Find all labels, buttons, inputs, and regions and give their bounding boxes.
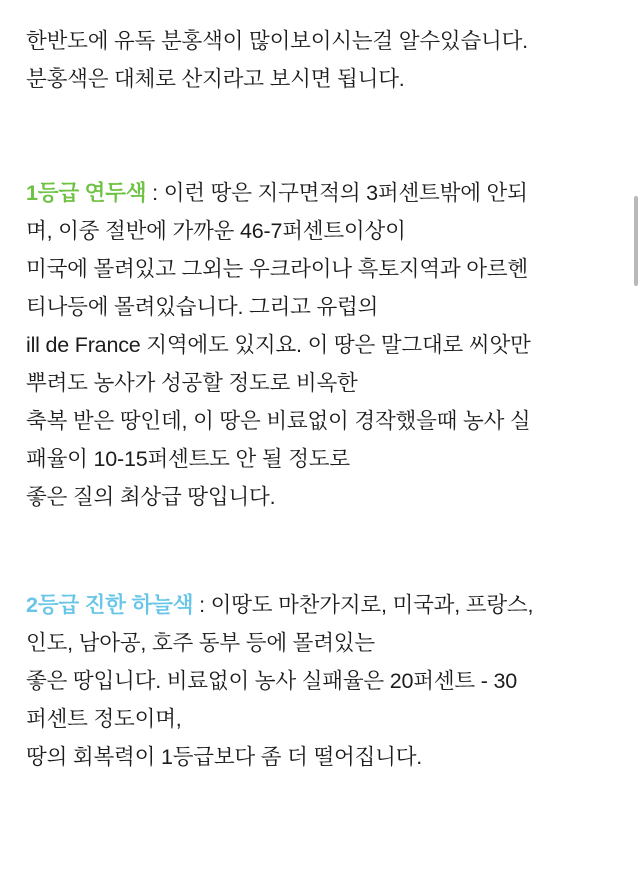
- grade1-line-7: 축복 받은 땅인데, 이 땅은 비료없이 경작했을때 농사 실: [26, 409, 531, 433]
- grade1-line-5: ill de France 지역에도 있지요. 이 땅은 말그대로 씨앗만: [26, 333, 531, 357]
- grade2-paragraph: [26, 586, 608, 776]
- grade1-line-3: 미국에 몰려있고 그외는 우크라이나 흑토지역과 아르헨: [26, 257, 528, 281]
- grade1-label: 1등급 연두색: [26, 181, 147, 205]
- grade1-paragraph: [26, 174, 608, 516]
- grade1-line-8: 패율이 10-15퍼센트도 안 될 정도로: [26, 447, 350, 471]
- intro-line-1: 한반도에 유독 분홍색이 많이보이시는걸 알수있습니다.: [26, 29, 528, 53]
- scrollbar-thumb[interactable]: [634, 196, 638, 286]
- grade2-label: 2등급 진한 하늘색: [26, 593, 194, 617]
- grade1-line-1: 이런 땅은 지구면적의 3퍼센트밖에 안되: [163, 181, 528, 205]
- grade2-line-2: 인도, 남아공, 호주 동부 등에 몰려있는: [26, 631, 375, 655]
- grade2-first-line: [26, 586, 608, 624]
- intro-line-2: 분홍색은 대체로 산지라고 보시면 됩니다.: [26, 67, 405, 91]
- intro-paragraph: [26, 22, 608, 98]
- grade2-line-5: 땅의 회복력이 1등급보다 좀 더 떨어집니다.: [26, 745, 423, 769]
- grade2-line-1: 이땅도 마찬가지로, 미국과, 프랑스,: [210, 593, 534, 617]
- grade1-line-2: 며, 이중 절반에 가까운 46-7퍼센트이상이: [26, 219, 406, 243]
- scrollbar[interactable]: [634, 0, 640, 893]
- grade1-first-line: [26, 174, 608, 212]
- grade2-line-3: 좋은 땅입니다. 비료없이 농사 실패율은 20퍼센트 - 30: [26, 669, 517, 693]
- grade2-separator: :: [193, 593, 211, 617]
- grade1-separator: :: [146, 181, 164, 205]
- spacer-2: [26, 516, 608, 586]
- spacer-1: [26, 98, 608, 174]
- grade1-line-6: 뿌려도 농사가 성공할 정도로 비옥한: [26, 371, 358, 395]
- grade1-line-4: 티나등에 몰려있습니다. 그리고 유럽의: [26, 295, 379, 319]
- grade1-line-9: 좋은 질의 최상급 땅입니다.: [26, 485, 276, 509]
- grade2-line-4: 퍼센트 정도이며,: [26, 707, 182, 731]
